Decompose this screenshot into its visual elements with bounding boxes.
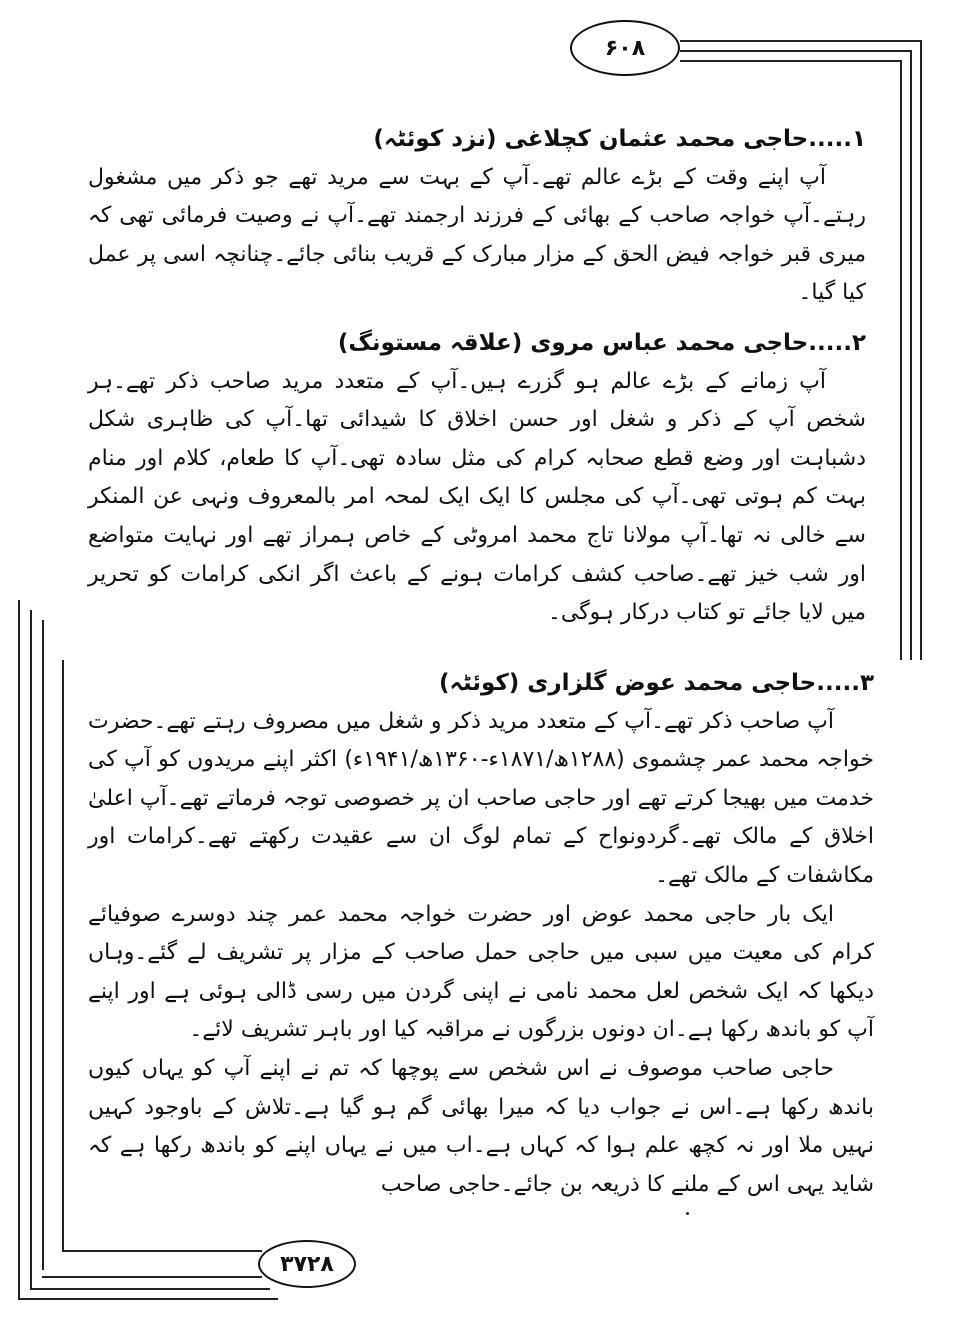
frame-line-right-3 [900,60,902,660]
section-1-heading: ۱.....حاجی محمد عثمان کچلاغی (نزد کوئٹہ) [373,126,866,152]
section-3 [88,664,874,1204]
frame-line-right-1 [920,40,922,660]
section-2 [88,324,866,633]
frame-line-bottom-3 [42,1276,262,1278]
section-1-paragraph-1: آپ اپنے وقت کے بڑے عالم تھے۔آپ کے بہت سے مرید تھے جو ذکر میں مشغول رہتے۔آپ خواجہ صاحب کے بھائی کے فرزند ارجمند تھے۔آپ نے وصیت فرمائی تھی کہ میری قبر خواجہ فیض الحق کے مزار مبارک کے قریب بنائی جائے۔چنانچہ اسی پر عمل کیا گیا۔ [88,164,866,306]
frame-line-right-2 [910,50,912,660]
frame-line-left-1 [18,600,20,1300]
section-3-heading: ۳.....حاجی محمد عوض گلزاری (کوئٹہ) [438,670,874,696]
frame-line-bottom-4 [62,1250,262,1252]
frame-line-bottom-2 [30,1288,270,1290]
frame-line-bottom-1 [18,1298,278,1300]
bottom-page-number: ۳۷۲۸ [258,1240,356,1288]
section-1 [88,120,866,313]
section-3-paragraph-2: ایک بار حاجی محمد عوض اور حضرت خواجہ محمد عمر چند دوسرے صوفیائے کرام کی معیت میں سبی میں حاجی حمل صاحب کے مزار پر تشریف لے گئے۔وہاں دیکھا کہ ایک شخص لعل محمد نامی نے اپنی گردن میں رسی ڈالی ہوئی ہے اور اپنے آپ کو باندھ رکھا ہے۔ان دونوں بزرگوں نے مراقبہ کیا اور باہر تشریف لائے۔ [88,901,874,1043]
frame-line-top-3 [680,60,900,62]
top-page-number: ۶۰۸ [570,20,680,76]
frame-line-top-1 [680,40,920,42]
frame-line-left-3 [42,620,44,1270]
section-3-paragraph-1: آپ صاحب ذکر تھے۔آپ کے متعدد مرید ذکر و شغل میں مصروف رہتے تھے۔حضرت خواجہ محمد عمر چشموی (۱۲۸۸ھ/۱۸۷۱ء-۱۳۶۰ھ/۱۹۴۱ء) اکثر اپنے مریدوں کو آپ کی خدمت میں بھیجا کرتے تھے اور حاجی صاحب ان پر خصوصی توجہ فرماتے تھے۔آپ اعلیٰ اخلاق کے مالک تھے۔گردونواح کے تمام لوگ ان سے عقیدت رکھتے تھے۔کرامات اور مکاشفات کے مالک تھے۔ [88,708,874,888]
section-2-paragraph-1: آپ زمانے کے بڑے عالم ہو گزرے ہیں۔آپ کے متعدد مرید صاحب ذکر تھے۔ہر شخص آپ کے ذکر و شغل اور حسن اخلاق کا شیدائی تھا۔آپ کی ظاہری شکل دشباہت اور وضع قطع صحابہ کرام کی مثل سادہ تھی۔آپ کا طعام، کلام اور منام بہت کم ہوتی تھی۔آپ کی مجلس کا ایک ایک لمحہ امر بالمعروف ونہی عن المنکر سے خالی نہ تھا۔آپ مولانا تاج محمد امروٹی کے خاص ہمراز تھے اور نہایت متواضع اور شب خیز تھے۔صاحب کشف کرامات ہونے کے باعث اگر انکی کرامات کو تحریر میں لایا جائے تو کتاب درکار ہوگی۔ [88,368,866,626]
frame-line-left-4 [62,660,64,1250]
frame-line-top-2 [680,50,910,52]
section-2-heading: ۲.....حاجی محمد عباس مروی (علاقہ مستونگ) [337,330,866,356]
frame-line-left-2 [30,610,32,1290]
scan-speck [686,1212,689,1215]
section-3-paragraph-3: حاجی صاحب موصوف نے اس شخص سے پوچھا کہ تم نے اپنے آپ کو یہاں کیوں باندھ رکھا ہے۔اس نے جواب دیا کہ میرا بھائی گم ہو گیا ہے۔تلاش کے باوجود کہیں نہیں ملا اور نہ کچھ علم ہوا کہ کہاں ہے۔اب میں نے یہاں اپنے کو باندھ رکھا ہے کہ شاید یہی اس کے ملنے کا ذریعہ بن جائے۔حاجی صاحب [88,1055,874,1197]
